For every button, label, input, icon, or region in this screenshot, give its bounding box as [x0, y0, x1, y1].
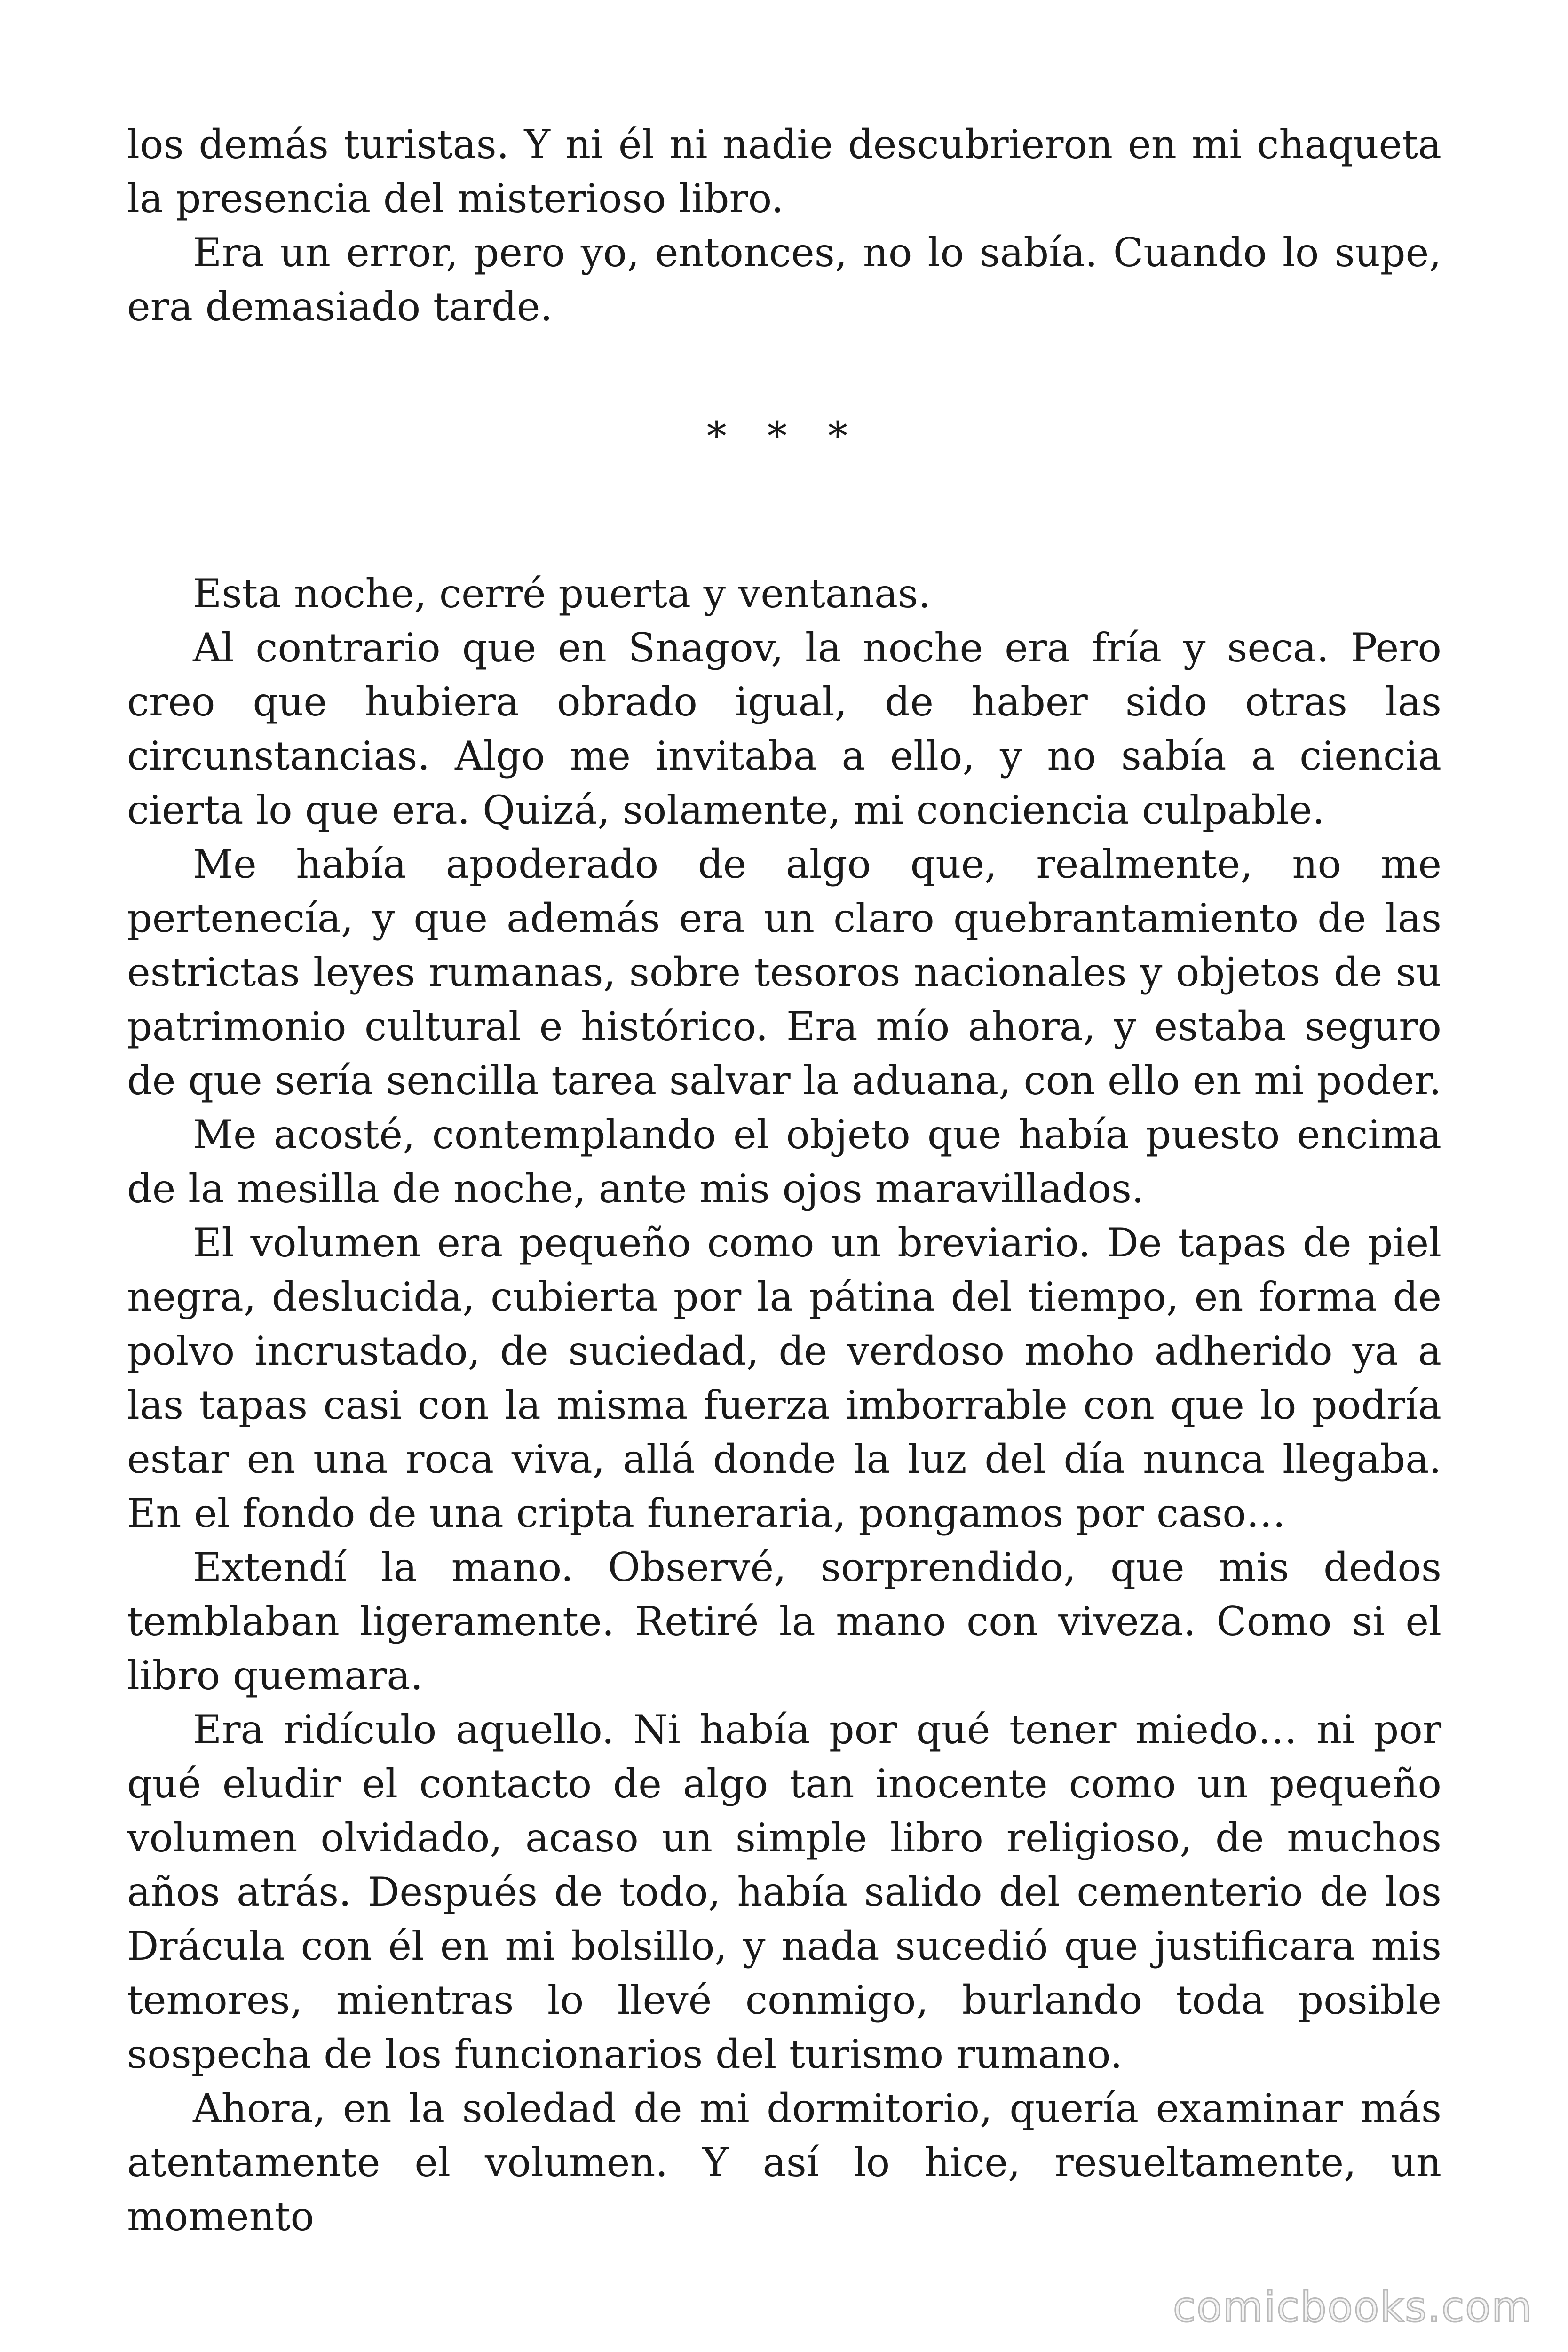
paragraph: Al contrario que en Snagov, la noche era fría y seca. Pero creo que hubiera obrado igual, de haber sido otras las circunstancias. Algo me invitaba a ello, y no sabía a ciencia cierta lo que era. Quizá, solamente, mi conciencia culpable. [127, 625, 1441, 833]
paragraph-continuation: los demás turistas. Y ni él ni nadie descubrieron en mi chaqueta la presencia del misterioso libro. [127, 121, 1441, 222]
paragraph: Esta noche, cerré puerta y ventanas. [193, 571, 931, 617]
paragraph: Era ridículo aquello. Ni había por qué tener miedo… ni por qué eludir el contacto de algo tan inocente como un pequeño volumen olvidado, acaso un simple libro religioso, de muchos años atrás. Después de todo, había salido del cementerio de los Drácula con él en mi bolsillo, y nada sucedió que justificara mis temores, mientras lo llevé conmigo, burlando toda posible sospecha de los funcionarios del turismo rumano. [127, 1707, 1441, 2077]
paragraph-last: Ahora, en la soledad de mi dormitorio, quería examinar más atentamente el volumen. Y así lo hice, resueltamente, un momento [127, 2085, 1441, 2240]
book-page [127, 118, 1441, 2244]
paragraph: Era un error, pero yo, entonces, no lo sabía. Cuando lo supe, era demasiado tarde. [127, 230, 1441, 330]
watermark: comicbooks.com [1172, 2283, 1533, 2331]
paragraph: El volumen era pequeño como un breviario. De tapas de piel negra, deslucida, cubierta por la pátina del tiempo, en forma de polvo incrustado, de suciedad, de verdoso moho adherido ya a las tapas casi con la misma fuerza imborrable con que lo podría estar en una roca viva, allá donde la luz del día nunca llegaba. En el fondo de una cripta funeraria, pongamos por caso… [127, 1220, 1441, 1536]
paragraph: Extendí la mano. Observé, sorprendido, que mis dedos temblaban ligeramente. Retiré la mano con viveza. Como si el libro quemara. [127, 1544, 1441, 1699]
paragraph: Me había apoderado de algo que, realmente, no me pertenecía, y que además era un claro quebrantamiento de las estrictas leyes rumanas, sobre tesoros nacionales y objetos de su patrimonio cultural e histórico. Era mío ahora, y estaba seguro de que sería sencilla tarea salvar la aduana, con ello en mi poder. [127, 841, 1441, 1104]
paragraph: Me acosté, contemplando el objeto que había puesto encima de la mesilla de noche, ante mis ojos maravillados. [127, 1112, 1441, 1212]
section-separator: * * * [706, 413, 862, 459]
